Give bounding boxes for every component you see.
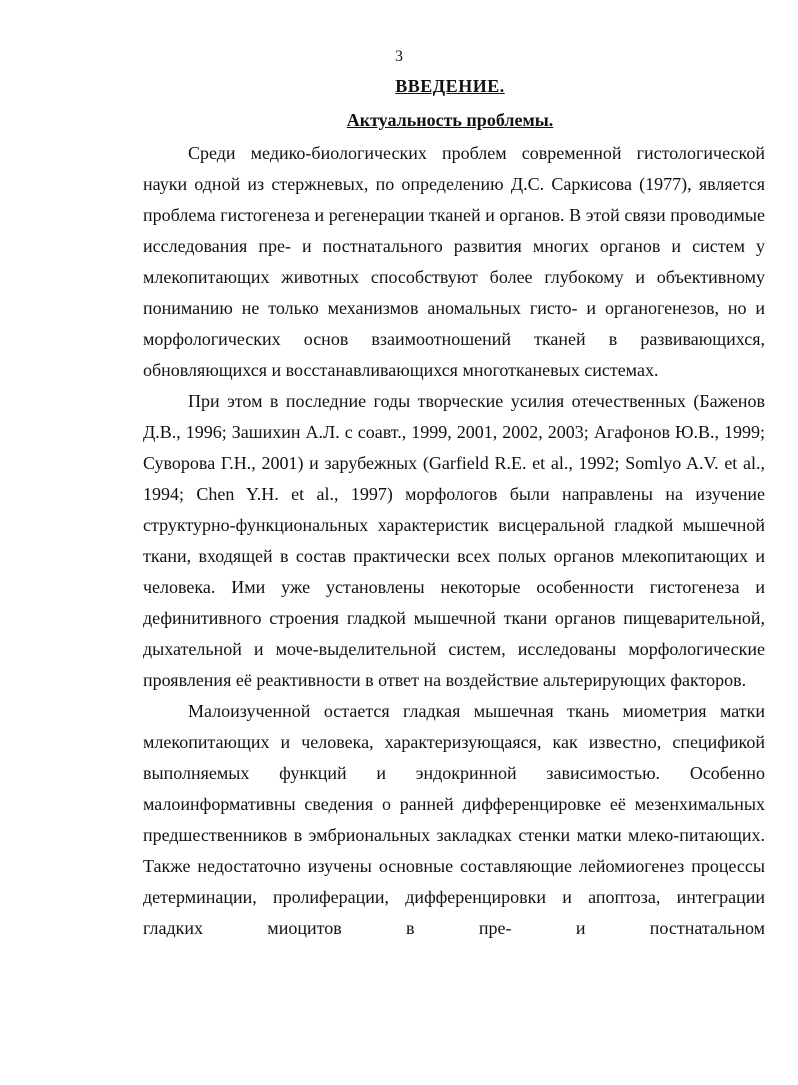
- page-number: 3: [395, 48, 403, 65]
- paragraph-3: Малоизученной остается гладкая мышечная ткань миометрия матки млекопитающих и человека, характеризующаяся, как известно, спецификой выполняемых функций и эндокринной зависимостью. Особенно малоинформативны сведения о ранней дифференцировке её мезенхимальных предшественников в эмбриональных закладках стенки матки млеко-питающих. Также недостаточно изучены основные составляющие лейомиогенез процессы детерминации, пролиферации, дифференцировки и апоптоза, интеграции гладких миоцитов в пре- и постнатальном: [143, 701, 765, 938]
- paragraph-2: При этом в последние годы творческие усилия отечественных (Баженов Д.В., 1996; Зашихин А.Л. с соавт., 1999, 2001, 2002, 2003; Агафонов Ю.В., 1999; Суворова Г.Н., 2001) и зарубежных (Garfield R.E. et al., 1992; Somlyo A.V. et al., 1994; Chen Y.H. et al., 1997) морфологов были направлены на изучение структурно-функциональных характеристик висцеральной гладкой мышечной ткани, входящей в состав практически всех полых органов млекопитающих и человека. Ими уже установлены некоторые особенности гистогенеза и дефинитивного строения гладкой мышечной ткани органов пищеварительной, дыхательной и моче-выделительной систем, исследованы морфологические проявления её реактивности в ответ на воздействие альтерирующих факторов.: [143, 391, 765, 690]
- paragraph-1: Среди медико-биологических проблем современной гистологической науки одной из стержневых, по определению Д.С. Саркисова (1977), является проблема гистогенеза и регенерации тканей и органов. В этой связи проводимые исследования пре- и постнатального развития многих органов и систем у млекопитающих животных способствуют более глубокому и объективному пониманию не только механизмов аномальных гисто- и органогенезов, но и морфологических основ взаимоотношений тканей в развивающихся, обновляющихся и восстанавливающихся многотканевых системах.: [143, 143, 765, 380]
- body-text: [143, 138, 765, 944]
- section-subtitle: Актуальность проблемы.: [346, 110, 554, 130]
- page-title: ВВЕДЕНИЕ.: [395, 76, 505, 96]
